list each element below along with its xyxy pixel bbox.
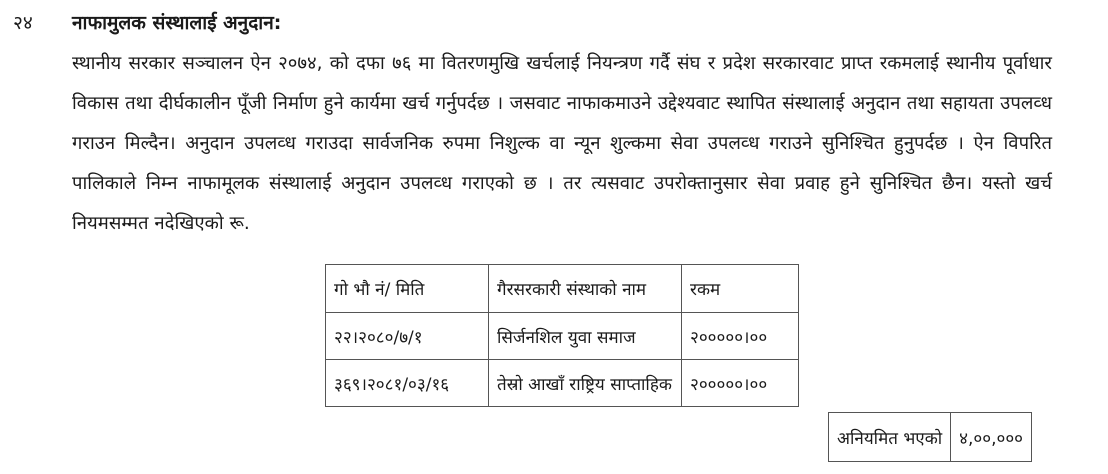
grant-table [325,264,799,407]
table-header-row [326,265,799,313]
total-amount: ४,००,००० [951,413,1032,462]
header-voucher-date: गो भौ नं/ मिति [326,265,489,313]
total-label: अनियमित भएको [829,413,951,462]
total-row [829,413,1032,462]
header-amount: रकम [682,265,799,313]
cell-amount: २०००००।०० [682,360,799,407]
section-number: २४ [13,12,33,34]
cell-organization-name: सिर्जनशिल युवा समाज [489,313,682,360]
cell-voucher-date: २२।२०८०/७/१ [326,313,489,360]
section-heading: नाफामुलक संस्थालाई अनुदान: [72,12,282,34]
cell-amount: २०००००।०० [682,313,799,360]
cell-organization-name: तेस्रो आखाँ राष्ट्रिय साप्ताहिक [489,360,682,407]
table-row [326,313,799,360]
header-organization-name: गैरसरकारी संस्थाको नाम [489,265,682,313]
body-paragraph: स्थानीय सरकार सञ्चालन ऐन २०७४, को दफा ७६ मा वितरणमुखि खर्चलाई नियन्त्रण गर्दै संघ र प्रदेश सरकारवाट प्राप्त रकमलाई स्थानीय पूर्वाधार विकास तथा दीर्घकालीन पूँजी निर्माण हुने कार्यमा खर्च गर्नुपर्दछ । जसवाट नाफाकमाउने उद्देश्यवाट स्थापित संस्थालाई अनुदान तथा सहायता उपलव्ध गराउन मिल्दैन। अनुदान उपलव्ध गराउदा सार्वजनिक रुपमा निशुल्क वा न्यून शुल्कमा सेवा उपलव्ध गराउने सुनिश्चित हुनुपर्दछ । ऐन विपरित पालिकाले निम्न नाफामूलक संस्थालाई अनुदान उपलव्ध गराएको छ । तर त्यसवाट उपरोक्तानुसार सेवा प्रवाह हुने सुनिश्चित छैन। यस्तो खर्च नियमसम्मत नदेखिएको रू. [72,53,1052,234]
cell-voucher-date: ३६९।२०८१/०३/१६ [326,360,489,407]
total-table [828,412,1032,462]
table-row [326,360,799,407]
